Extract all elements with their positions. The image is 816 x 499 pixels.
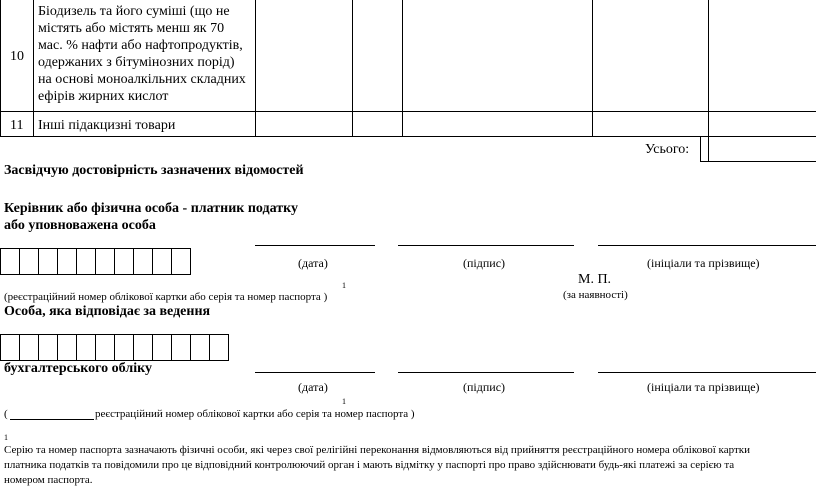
accountant-heading: Особа, яка відповідає за ведення	[4, 304, 211, 319]
total-label: Усього:	[645, 142, 690, 157]
name-caption: (ініціали та прізвище)	[647, 380, 760, 394]
reg-number-cell[interactable]	[114, 248, 134, 275]
table-border	[592, 0, 593, 137]
reg-number-cell[interactable]	[76, 248, 96, 275]
row-description	[38, 3, 254, 105]
footnote-line: платника податків та повідомили про це відповідний контролюючий орган і мають відмітку у паспорті про право здійснювати будь-які платежі за серією та	[4, 459, 735, 471]
reg-number-cell[interactable]	[95, 334, 115, 361]
reg-number-cell[interactable]	[76, 334, 96, 361]
row-description-line: Біодизель та його суміші (що не	[38, 4, 230, 19]
row-description-line: на основі моноалкільних складних	[38, 72, 246, 87]
row-description: Інші підакцизні товари	[38, 118, 176, 133]
name-caption: (ініціали та прізвище)	[647, 256, 760, 270]
row-number: 11	[10, 118, 24, 133]
reg-number-cell[interactable]	[171, 334, 191, 361]
reg-number-caption: (реєстраційний номер облікової картки або серія та номер паспорта )	[4, 291, 328, 303]
table-border	[700, 161, 816, 162]
reg-number-cell[interactable]	[57, 334, 77, 361]
date-caption: (дата)	[298, 380, 328, 394]
reg-number-cell[interactable]	[209, 334, 229, 361]
reg-number-cell[interactable]	[19, 248, 39, 275]
table-border	[33, 0, 34, 137]
row-description-line: одержаних з бітумінозних порід)	[38, 55, 235, 70]
signature-line	[398, 372, 574, 373]
reg-number-cell[interactable]	[114, 334, 134, 361]
reg-number-cell[interactable]	[152, 248, 172, 275]
name-line	[598, 372, 816, 373]
stamp-label: М. П.	[578, 272, 612, 287]
reg-number-cell[interactable]	[38, 334, 58, 361]
table-row-divider	[0, 136, 816, 137]
table-border	[352, 0, 353, 137]
reg-number-cell[interactable]	[133, 248, 153, 275]
head-heading: Керівник або фізична особа - платник податку	[4, 201, 298, 216]
row-description-line: містять або містять менш як 70	[38, 21, 225, 36]
signature-caption: (підпис)	[463, 256, 506, 270]
table-border	[708, 0, 709, 162]
reg-number-cell[interactable]	[95, 248, 115, 275]
reg-number-cell[interactable]	[0, 334, 20, 361]
name-line	[598, 245, 816, 246]
footnote-mark: 1	[342, 397, 346, 406]
reg-number-caption: реєстраційний номер облікової картки або серія та номер паспорта )	[95, 408, 415, 420]
certify-heading: Засвідчую достовірність зазначених відомостей	[4, 163, 304, 178]
reg-number-cell[interactable]	[0, 248, 20, 275]
stamp-note: (за наявності)	[563, 289, 628, 301]
reg-number-cell[interactable]	[133, 334, 153, 361]
accountant-heading: бухгалтерського обліку	[4, 361, 152, 376]
table-border	[402, 0, 403, 137]
footnote-line: Серію та номер паспорта зазначають фізичні особи, які через свої релігійні переконання відмовляються від прийняття реєстраційного номера облікової картки	[4, 444, 751, 456]
table-border	[255, 0, 256, 137]
head-heading: або уповноважена особа	[4, 218, 156, 233]
signature-caption: (підпис)	[463, 380, 506, 394]
reg-number-caption-open: (	[4, 408, 8, 420]
reg-number-cell[interactable]	[38, 248, 58, 275]
footnote-text	[4, 443, 816, 488]
signature-line	[398, 245, 574, 246]
footnote-mark: 1	[342, 281, 346, 290]
footnote-line: номером паспорта.	[4, 474, 93, 486]
reg-number-cell[interactable]	[57, 248, 77, 275]
date-line	[255, 372, 375, 373]
reg-number-cell[interactable]	[152, 334, 172, 361]
reg-number-cell[interactable]	[171, 248, 191, 275]
date-line	[255, 245, 375, 246]
row-description-line: ефірів жирних кислот	[38, 89, 169, 104]
table-border	[700, 136, 701, 162]
reg-number-cell[interactable]	[19, 334, 39, 361]
row-description-line: мас. % нафти або нафтопродуктів,	[38, 38, 243, 53]
date-caption: (дата)	[298, 256, 328, 270]
table-border	[0, 0, 1, 137]
reg-number-cell[interactable]	[190, 334, 210, 361]
row-number: 10	[10, 49, 24, 64]
footnote-mark: 1	[4, 433, 8, 442]
table-row-divider	[0, 111, 816, 112]
reg-number-line	[10, 419, 94, 420]
